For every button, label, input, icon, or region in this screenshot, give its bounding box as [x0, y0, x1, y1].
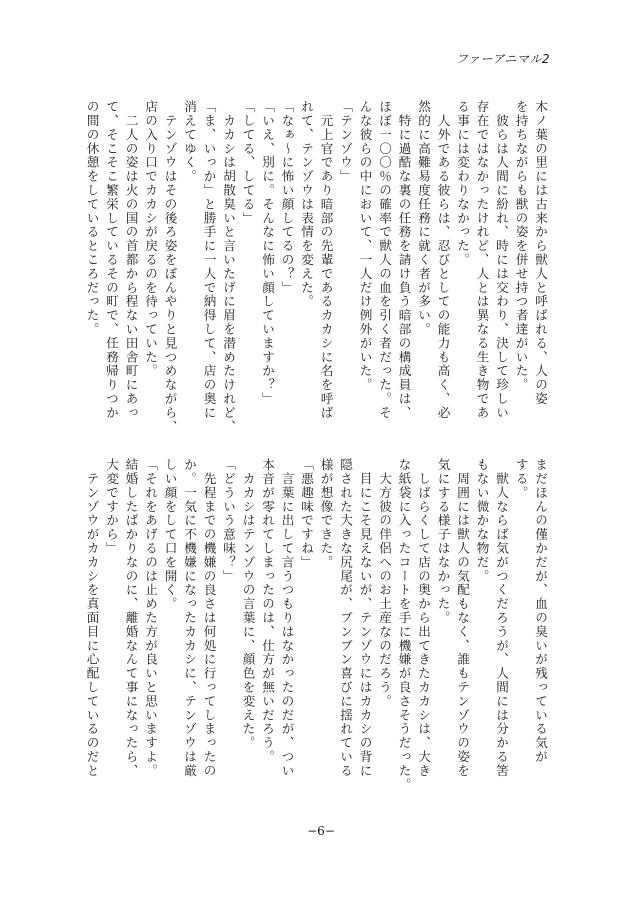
text-line: 言葉に出して言うつもりはなかったのだが、つい [279, 458, 295, 778]
text-line: 「してる、してる」 [240, 100, 256, 226]
text-line: れて、テンゾウは表情を変えた。 [299, 100, 314, 309]
text-line: テンゾウがカカシを真面目に心配しているのだと [84, 458, 100, 778]
text-line: 特に過酷な裏の任務を請け負う暗部の構成員は、 [396, 100, 412, 420]
text-line: 「なぁ〜に怖い顔してるの？」 [279, 100, 295, 295]
text-line: しい顔をして口を開く。 [162, 458, 178, 611]
text-line: まだほんの僅かだが、血の臭いが残っている気が [533, 458, 548, 764]
text-line: 大変ですから」 [104, 458, 119, 556]
text-line: 彼らは人間に紛れ、時には交わり、決して珍しい [494, 100, 509, 420]
text-line: 隠された大きな尻尾が、ブンブン喜びに揺れている [338, 458, 353, 778]
text-line: 二人の姿は火の国の首都から程ない田舎町にあっ [123, 100, 139, 420]
text-line: 「テンゾウ」 [338, 100, 353, 184]
text-line: 「それをあげるのは止めた方が良いと思いますよ。 [143, 458, 158, 778]
text-line: カカシはテンゾウの言葉に、顔色を変えた。 [240, 458, 256, 750]
text-line: 元上官であり暗部の先輩であるカカシに名を呼ば [318, 100, 334, 420]
text-line: する。 [513, 458, 529, 500]
text-line: る事には変わりなかった。 [455, 100, 470, 267]
text-line: カカシは胡散臭いと言いたげに眉を潜めたけれど、 [221, 100, 236, 434]
text-line: 存在ではなかったけれど、人とは異なる生き物であ [474, 100, 490, 420]
page-number: −6− [307, 824, 335, 838]
text-line: 木ノ葉の里には古来から獣人と呼ばれる、人の姿 [533, 100, 548, 406]
text-line: もない微かな物だ。 [474, 458, 490, 584]
text-block-upper [84, 100, 550, 438]
text-line: しばらくして店の奥から出てきたカカシは、大き [416, 458, 431, 778]
text-line: 本音が零れてしまったのは、仕方が無いだろう。 [260, 458, 275, 764]
text-line: 店の入り口でカカシが戻るのを待っていた。 [143, 100, 158, 378]
text-line: 結婚したばかりなのに、離婚なんて事になったら、 [123, 458, 139, 778]
text-block-lower [84, 458, 550, 796]
text-line: んな彼らの中において、一人だけ例外がいた。 [357, 100, 373, 392]
text-line: 様が想像できた。 [318, 458, 334, 570]
text-line: 「どういう意味？」 [221, 458, 236, 584]
text-line: 大方彼の伴侶へのお土産なのだろう。 [377, 458, 392, 709]
text-line: ほぼ一〇〇％の確率で獣人の血を引く者だった。そ [377, 100, 392, 420]
text-line: て、そこそこ繁栄しているその町で、任務帰りつか [104, 100, 119, 420]
text-line: 「いえ、別に。そんなに怖い顔していますか？」 [260, 100, 275, 406]
text-line: 獣人ならば気がつくだろうが、人間には分かる筈 [494, 458, 509, 778]
text-line: 人外である彼らは、忍びとしての能力も高く、必 [435, 100, 451, 420]
text-line: 先程までの機嫌の良さは何処に行ってしまったの [201, 458, 217, 778]
text-line: 「悪趣味ですね」 [299, 458, 314, 570]
text-line: な紙袋に入ったコートを手に機嫌が良さそうだった。 [396, 458, 412, 792]
text-line: テンゾウはその後ろ姿をぼんやりと見つめながら、 [162, 100, 178, 434]
text-line: 「ま、いっか」と勝手に一人で納得して、店の奥に [201, 100, 217, 420]
running-header: ファーアニマル2 [455, 52, 550, 66]
text-line: 周囲には獣人の気配もなく、誰もテンゾウの姿を [455, 458, 470, 778]
text-line: の間の休憩をしているところだった。 [84, 100, 100, 337]
text-line: 気にする様子はなかった。 [435, 458, 451, 625]
text-line: 目にこそ見えないが、テンゾウにはカカシの背に [357, 458, 373, 778]
text-line: 消えてゆく。 [182, 100, 197, 184]
text-line: か。一気に不機嫌になったカカシに、テンゾウは厳 [182, 458, 197, 778]
text-line: 然的に高難易度任務に就く者が多い。 [416, 100, 431, 337]
text-line: を持ちながらも獣の姿を併せ持つ者達がいた。 [513, 100, 529, 392]
